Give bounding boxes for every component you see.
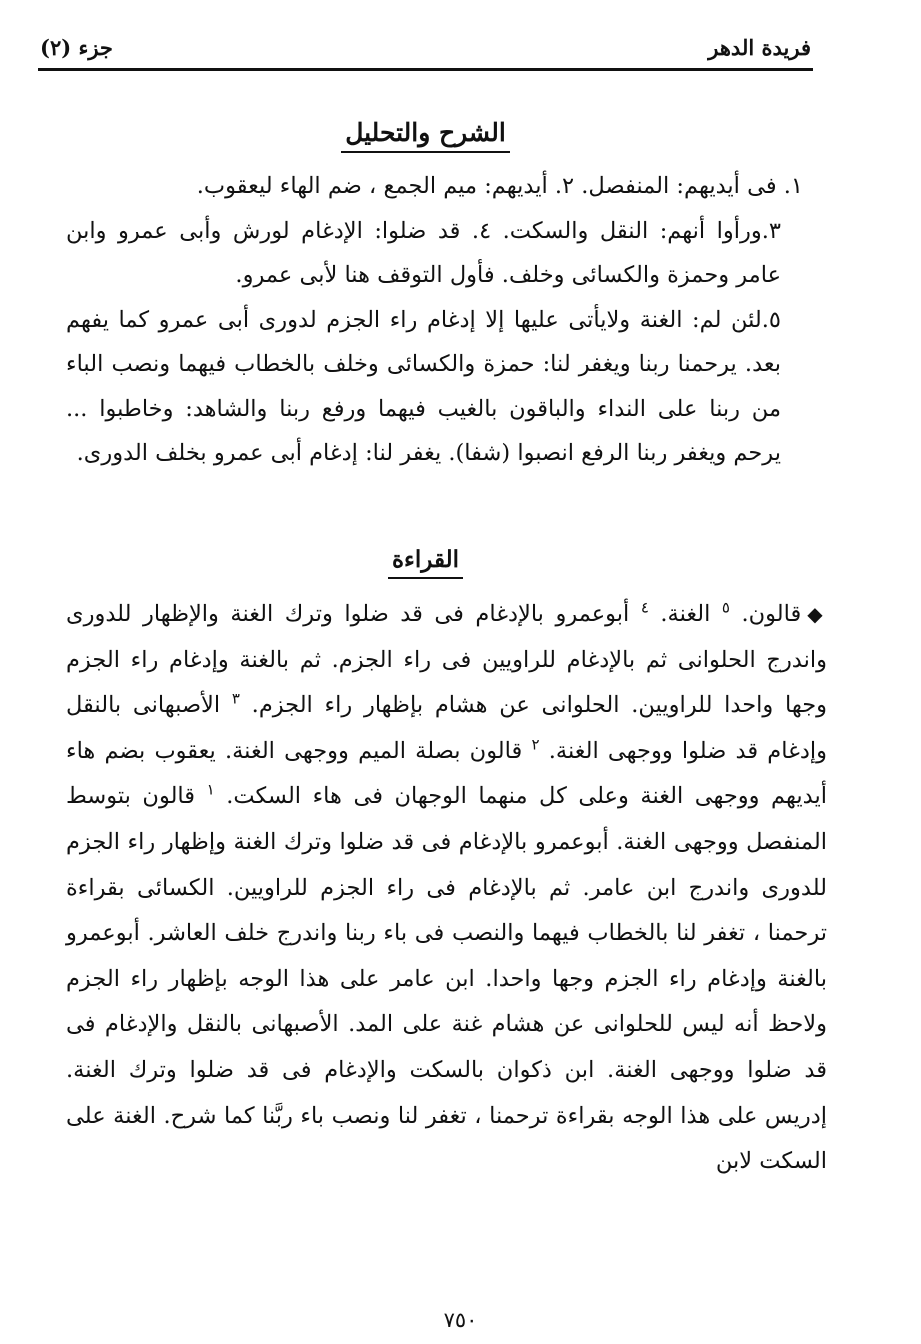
note-item: ٣.ورأوا أنهم: النقل والسكت. ٤. قد ضلوا: الإدغام لورش وأبى عمرو وابن عامر وحمزة والكسائى وخلف. فأول التوقف هنا لأبى عمرو. bbox=[66, 217, 781, 288]
note-item: ١. فى أيديهم: المنفصل. ٢. أيديهم: ميم الجمع ، ضم الهاء ليعقوب. bbox=[196, 173, 803, 199]
sharh-heading-text: الشرح والتحليل bbox=[341, 118, 510, 153]
sharh-notes bbox=[66, 164, 803, 476]
qiraa-segment: الغنة. bbox=[660, 601, 711, 627]
reading-marker: ٥ bbox=[721, 598, 730, 617]
qiraa-heading-text: القراءة bbox=[388, 546, 463, 579]
reading-marker: ٤ bbox=[640, 598, 649, 617]
running-header bbox=[40, 30, 811, 64]
reading-marker: ٣ bbox=[231, 689, 240, 708]
diamond-bullet-icon: ◆ bbox=[807, 602, 827, 626]
qiraa-text bbox=[66, 592, 827, 1185]
sharh-heading bbox=[38, 118, 813, 153]
book-title: فريدة الدهر bbox=[708, 34, 811, 60]
qiraa-segment: قالون. bbox=[741, 601, 802, 627]
qiraa-segment: الأصبهانى بالنقل وإدغام قد ضلوا ووجهى الغنة. bbox=[66, 692, 827, 764]
qiraa-paragraph bbox=[66, 592, 827, 1185]
qiraa-heading bbox=[38, 546, 813, 579]
page-number: ٧٥٠ bbox=[443, 1308, 478, 1332]
reading-marker: ١ bbox=[206, 780, 215, 799]
volume-label: جزء (٢) bbox=[40, 34, 113, 60]
reading-marker: ٢ bbox=[531, 735, 540, 754]
header-rule bbox=[38, 68, 813, 71]
qiraa-segment: أبوعمرو بالإدغام فى قد ضلوا وترك الغنة والإظهار للدورى واندرج الحلوانى ثم بالإدغام للراويين فى راء الجزم. ثم بالغنة وإدغام راء الجزم وجها واحدا للراويين. الحلوانى عن هشام بإظهار راء الجزم. bbox=[66, 601, 827, 719]
qiraa-segment: قالون بصلة الميم ووجهى الغنة. يعقوب بضم هاء أيديهم ووجهى الغنة وعلى كل منهما الوجهان فى هاء السكت. bbox=[66, 737, 827, 810]
note-item: ٥.لئن لم: الغنة ولايأتى عليها إلا إدغام راء الجزم لدورى أبى عمرو كما يفهم بعد. يرحمنا ربنا ويغفر لنا: حمزة والكسائى وخلف بالخطاب فيهما ونصب الباء من ربنا على النداء والباقون بالغيب فيهما ورفع ربنا والشاهد: وخاطبوا ... يرحم ويغفر ربنا الرفع انصبوا (شفا). يغفر لنا: إدغام أبى عمرو بخلف الدورى. bbox=[66, 306, 781, 466]
qiraa-segment: قالون بتوسط المنفصل ووجهى الغنة. أبوعمرو بالإدغام فى قد ضلوا وترك الغنة وإظهار راء الجزم للدورى واندرج ابن عامر. ثم بالإدغام فى راء الجزم للراويين. الكسائى بقراءة ترحمنا ، تغفر لنا بالخطاب فيهما والنصب فى باء ربنا واندرج خلف العاشر. أبوعمرو بالغنة وإدغام راء الجزم وجها واحدا. ابن عامر على هذا الوجه بإظهار راء الجزم ولاحظ أنه ليس للحلوانى عن هشام غنة على المد. الأصبهانى بالنقل والإدغام فى قد ضلوا ووجهى الغنة. ابن ذكوان بالسكت والإدغام فى قد ضلوا وترك الغنة. إدريس على هذا الوجه بقراءة ترحمنا ، تغفر لنا ونصب باء ربَّنا كما شرح. الغنة على السكت لابن bbox=[66, 783, 827, 1175]
